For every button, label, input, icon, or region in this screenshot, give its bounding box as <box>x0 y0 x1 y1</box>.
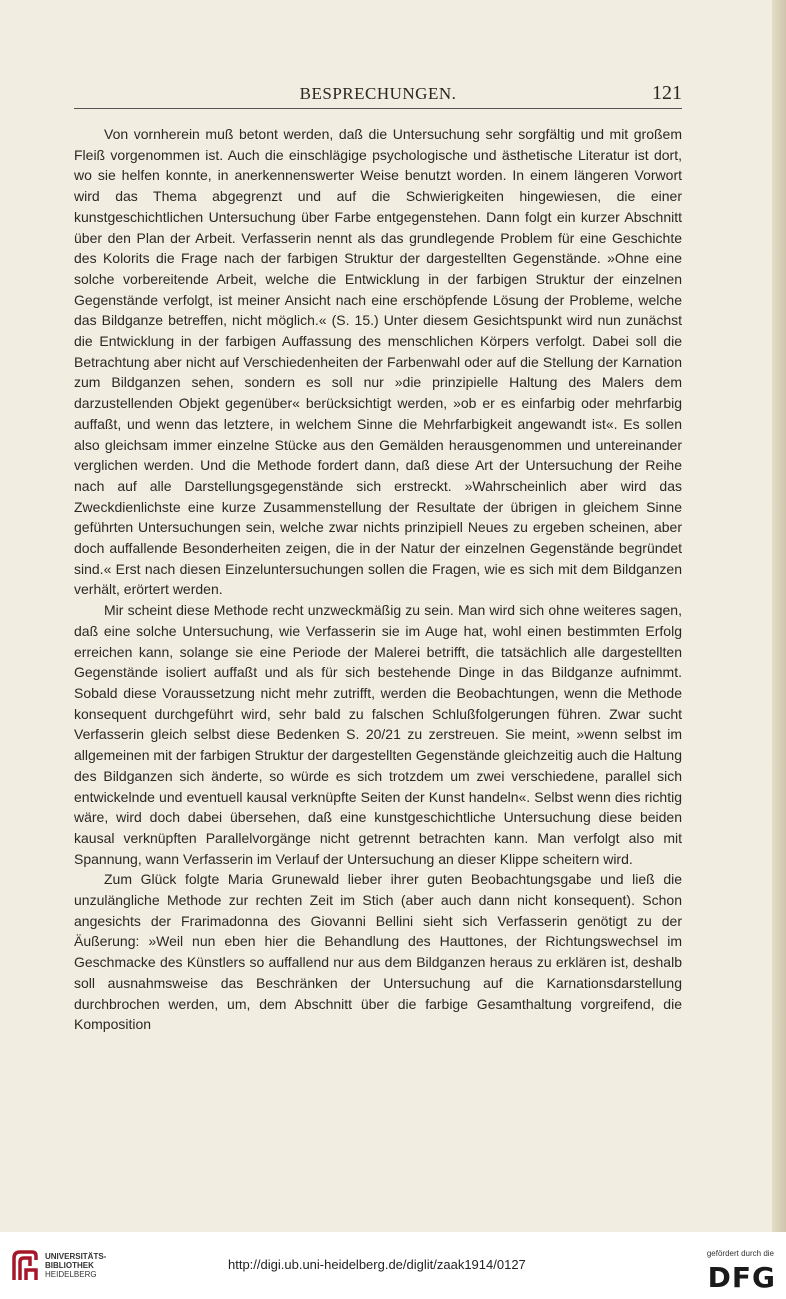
paragraph: Zum Glück folgte Maria Grunewald lieber ihrer guten Beobachtungsgabe und ließ die unzulängliche Methode zur rechten Zeit im Stich (aber auch dann nicht konsequent). Schon angesichts der Frarimadonna des Giovanni Bellini sieht sich Verfasserin genötigt zu der Äußerung: »Weil nun eben hier die Behandlung des Hauttones, der Richtungswechsel im Geschmacke des Künstlers so auffallend nur aus dem Bildganzen heraus zu erklären ist, deshalb soll ausnahmsweise das Beschränken der Untersuchung auf die Karnationsdarstellung durchbrochen werden, um, dem Abschnitt über die farbige Gesamthaltung vorgreifend, die Komposition <box>74 871 682 1033</box>
page-number: 121 <box>652 82 682 104</box>
article-body <box>74 124 682 1035</box>
viewer-footer <box>0 1232 786 1299</box>
page-edge-shadow <box>772 0 786 1232</box>
library-name <box>45 1252 106 1279</box>
paragraph: Von vornherein muß betont werden, daß die Untersuchung sehr sorgfältig und mit großem Fleiß vorgenommen ist. Auch die einschlägige psychologische und ästhetische Literatur ist dort, wo sie helfen konnte, in anerkennenswerter Weise benutzt worden. In einem längeren Vorwort wird das Thema abgegrenzt und auf die Schwierigkeiten hingewiesen, die einer kunstgeschichtlichen Untersuchung über Farbe entgegenstehen. Dann folgt ein kurzer Abschnitt über den Plan der Arbeit. Verfasserin nennt als das grundlegende Problem für eine Geschichte des Kolorits die Frage nach der farbigen Struktur der dargestellten Gegenstände. »Ohne eine solche vorbereitende Arbeit, welche die Entwicklung in der farbigen Struktur der einzelnen Gegenstände verfolgt, ist meiner Ansicht nach eine erschöpfende Lösung der Probleme, welche das Bildganze betreffen, nicht möglich.« (S. 15.) Unter diesem Gesichtspunkt wird nun zunächst die Entwicklung in der farbigen Auffassung des menschlichen Körpers verfolgt. Dabei soll die Betrachtung aber nicht auf Verschiedenheiten der Farbenwahl oder auf die Stellung der Karnation zum Bildganzen sehen, sondern es soll nur »die prinzipielle Haltung des Malers dem darzustellenden Objekt gegenüber« berücksichtigt werden, »ob er es einfarbig oder mehrfarbig auffaßt, und wenn das letztere, in welchem Sinne die Mehrfarbigkeit angewandt ist«. Es sollen also gleichsam immer einzelne Stücke aus den Gemälden herausgenommen und untereinander verglichen werden. Und die Methode fordert dann, daß diese Art der Untersuchung der Reihe nach auf alle Darstellungsgegenstände sich erstreckt. »Wahrscheinlich aber wird das Zweckdienlichste eine kurze Zusammenstellung der Resultate der übrigen in gleichem Sinne geführten Untersuchungen sein, welche zwar nichts prinzipiell Neues zu ergeben scheinen, aber doch auffallende Besonderheiten zeigen, die in der Natur der einzelnen Gegenstände begründet sind.« Erst nach diesen Einzeluntersuchungen sollen die Fragen, wie es sich mit dem Bildganzen verhält, erörtert werden. <box>74 126 682 598</box>
library-name-line: HEIDELBERG <box>45 1270 97 1279</box>
library-name-line: UNIVERSITÄTS- <box>45 1252 107 1261</box>
page-header <box>74 80 682 109</box>
library-name-line: BIBLIOTHEK <box>45 1261 94 1270</box>
heidelberg-library-logo-icon <box>10 1250 40 1282</box>
dfg-logo: DFG <box>707 1261 776 1294</box>
permalink-link[interactable]: http://digi.ub.uni-heidelberg.de/diglit/zaak1914/0127 <box>228 1257 526 1272</box>
running-head: BESPRECHUNGEN. <box>299 84 457 103</box>
funded-by-label: gefördert durch die <box>706 1249 774 1258</box>
paragraph: Mir scheint diese Methode recht unzweckmäßig zu sein. Man wird sich ohne weiteres sagen, daß eine solche Untersuchung, wie Verfasserin sie im Auge hat, wohl einen bestimmten Erfolg erreichen kann, solange sie eine Periode der Malerei betrifft, die tatsächlich alle dargestellten Gegenstände isoliert auffaßt und als für sich bestehende Dinge in das Bildganze aufnimmt. Sobald diese Voraussetzung nicht mehr zutrifft, werden die Beobachtungen, wenn die Methode konsequent durchgeführt wird, sehr bald zu falschen Schlußfolgerungen führen. Zwar sucht Verfasserin gleich selbst diese Bedenken S. 20/21 zu zerstreuen. Sie meint, »wenn selbst im allgemeinen mit der farbigen Struktur der dargestellten Gegenstände gleichzeitig auch die Haltung des Bildganzen sich änderte, so würde es sich trotzdem um zwei verschiedene, parallel sich entwickelnde und eventuell kausal verknüpfte Seiten der Kunst handeln«. Selbst wenn dies richtig wäre, wird doch dabei übersehen, daß eine kunstgeschichtliche Untersuchung diese beiden kausal verknüpften Parallelvorgänge nicht getrennt betrachten kann. Man verfolgt also mit Spannung, wann Verfasserin im Verlauf der Untersuchung an dieser Klippe scheitern wird. <box>74 602 682 867</box>
